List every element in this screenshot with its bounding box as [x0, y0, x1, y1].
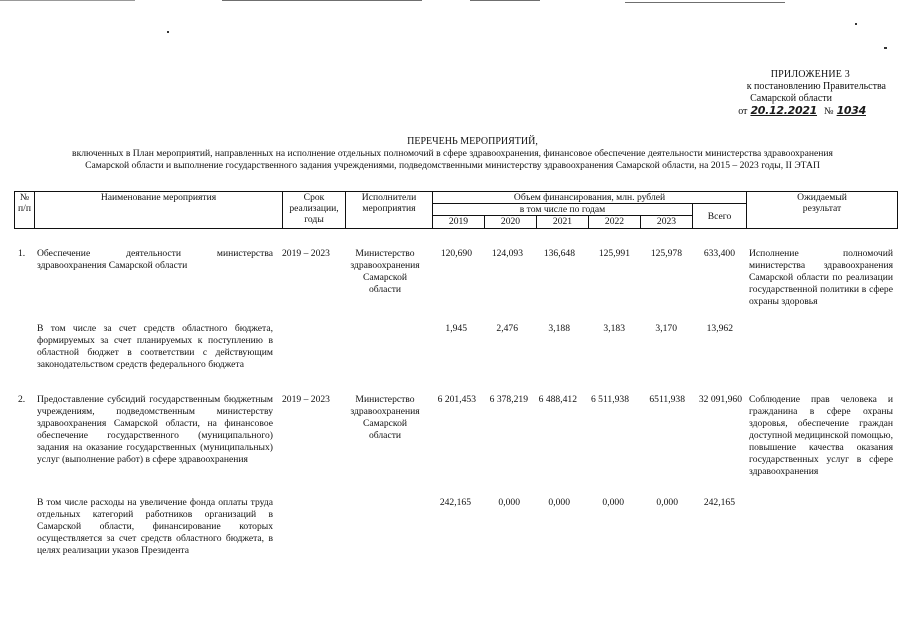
scan-edge-line [0, 0, 135, 1]
row-value-2022: 125,991 [598, 248, 630, 259]
header-funding: Объем финансирования, млн. рублей [433, 192, 747, 204]
row-value-2021: 136,648 [543, 248, 575, 259]
header-year: 2020 [485, 216, 537, 229]
row-value-2021: 6 488,412 [538, 394, 577, 405]
document-heading [0, 136, 905, 172]
header-result: Ожидаемый результат [747, 192, 898, 229]
header-no: № п/п [15, 192, 35, 229]
row-value-2021: 0,000 [548, 497, 570, 508]
handwritten-number: 1034 [836, 104, 866, 117]
row-number: 1. [18, 248, 26, 259]
header-year: 2023 [641, 216, 693, 229]
scan-edge-line [222, 0, 422, 1]
header-period: Срок реализации, годы [283, 192, 346, 229]
row-name: В том числе за счет средств областного бюджета, формируемых за счет планируемых к поступлению в областной бюджет в соответствии с действующим законодательством средств федерального бюджета [37, 323, 273, 370]
row-name: Обеспечение деятельности министерства здравоохранения Самарской области [37, 248, 273, 271]
row-value-2019: 242,165 [439, 497, 471, 508]
row-value-2020: 2,476 [496, 323, 518, 334]
appendix-line: Самарской области [750, 93, 832, 104]
scan-edge-line [625, 2, 785, 3]
row-number: 2. [18, 394, 26, 405]
row-executor: Министерство здравоохранения Самарской области [350, 248, 420, 295]
row-executor: Министерство здравоохранения Самарской области [350, 394, 420, 441]
scan-speck [855, 23, 857, 25]
row-total: 242,165 [703, 497, 735, 508]
row-value-2020: 0,000 [498, 497, 520, 508]
scan-speck [884, 47, 887, 49]
header-executor: Исполнители мероприятия [346, 192, 433, 229]
heading-line: Самарской области и выполнение государственного задания учреждениями, подведомственными министерству здравоохранения Самарской области, на 2015 – 2023 годы, II ЭТАП [85, 160, 820, 171]
header-total: Всего [693, 204, 747, 229]
row-value-2022: 6 511,938 [590, 394, 629, 405]
row-value-2020: 6 378,219 [489, 394, 528, 405]
row-value-2023: 3,170 [655, 323, 677, 334]
appendix-title: ПРИЛОЖЕНИЕ 3 [770, 69, 850, 80]
appendix-line: к постановлению Правительства [746, 81, 886, 92]
row-period: 2019 – 2023 [282, 248, 330, 259]
header-year: 2019 [433, 216, 485, 229]
row-period: 2019 – 2023 [282, 394, 330, 405]
measures-table-header [14, 191, 898, 229]
date-prefix: от [738, 106, 748, 117]
header-year: 2022 [589, 216, 641, 229]
row-result: Исполнение полномочий министерства здравоохранения Самарской области по реализации государственной политики в сфере охраны здоровья [749, 248, 893, 307]
row-value-2019: 6 201,453 [437, 394, 476, 405]
row-value-2020: 124,093 [491, 248, 523, 259]
scan-edge-line [470, 0, 540, 1]
handwritten-date: 20.12.2021 [750, 104, 818, 117]
row-total: 633,400 [703, 248, 735, 259]
row-result: Соблюдение прав человека и гражданина в сфере охраны здоровья, обеспечение граждан доступной медицинской помощью, повышение качества оказания государственных услуг в сфере здравоохранения [749, 394, 893, 477]
header-by-year: в том числе по годам [433, 204, 693, 216]
row-value-2019: 1,945 [445, 323, 467, 334]
appendix-block [660, 69, 886, 118]
heading-title: ПЕРЕЧЕНЬ МЕРОПРИЯТИЙ, [407, 136, 538, 147]
number-prefix: № [824, 106, 834, 117]
row-value-2019: 120,690 [440, 248, 472, 259]
row-total: 13,962 [706, 323, 733, 334]
row-value-2022: 0,000 [602, 497, 624, 508]
row-name: Предоставление субсидий государственным бюджетным учреждениям, подведомственным министерству здравоохранения Самарской области, на финансовое обеспечение государственного (муниципального) задания на оказание государственных (муниципальных) услуг (выполнение работ) в сфере здравоохранения [37, 394, 273, 465]
header-year: 2021 [537, 216, 589, 229]
heading-line: включенных в План мероприятий, направленных на исполнение отдельных полномочий в сфере здравоохранения, финансовое обеспечение деятельности министерства здравоохранения [72, 148, 833, 159]
row-value-2023: 0,000 [656, 497, 678, 508]
resolution-reference [660, 105, 886, 118]
scan-speck [167, 31, 169, 33]
row-value-2023: 6511,938 [649, 394, 685, 405]
row-value-2022: 3,183 [603, 323, 625, 334]
row-value-2021: 3,188 [548, 323, 570, 334]
row-value-2023: 125,978 [650, 248, 682, 259]
header-name: Наименование мероприятия [35, 192, 283, 229]
row-name: В том числе расходы на увеличение фонда оплаты труда отдельных категорий работников организаций в Самарской области, финансирование которых осуществляется за счет средств областного бюджета, в целях реализации указов Президента [37, 497, 273, 556]
row-total: 32 091,960 [698, 394, 742, 405]
